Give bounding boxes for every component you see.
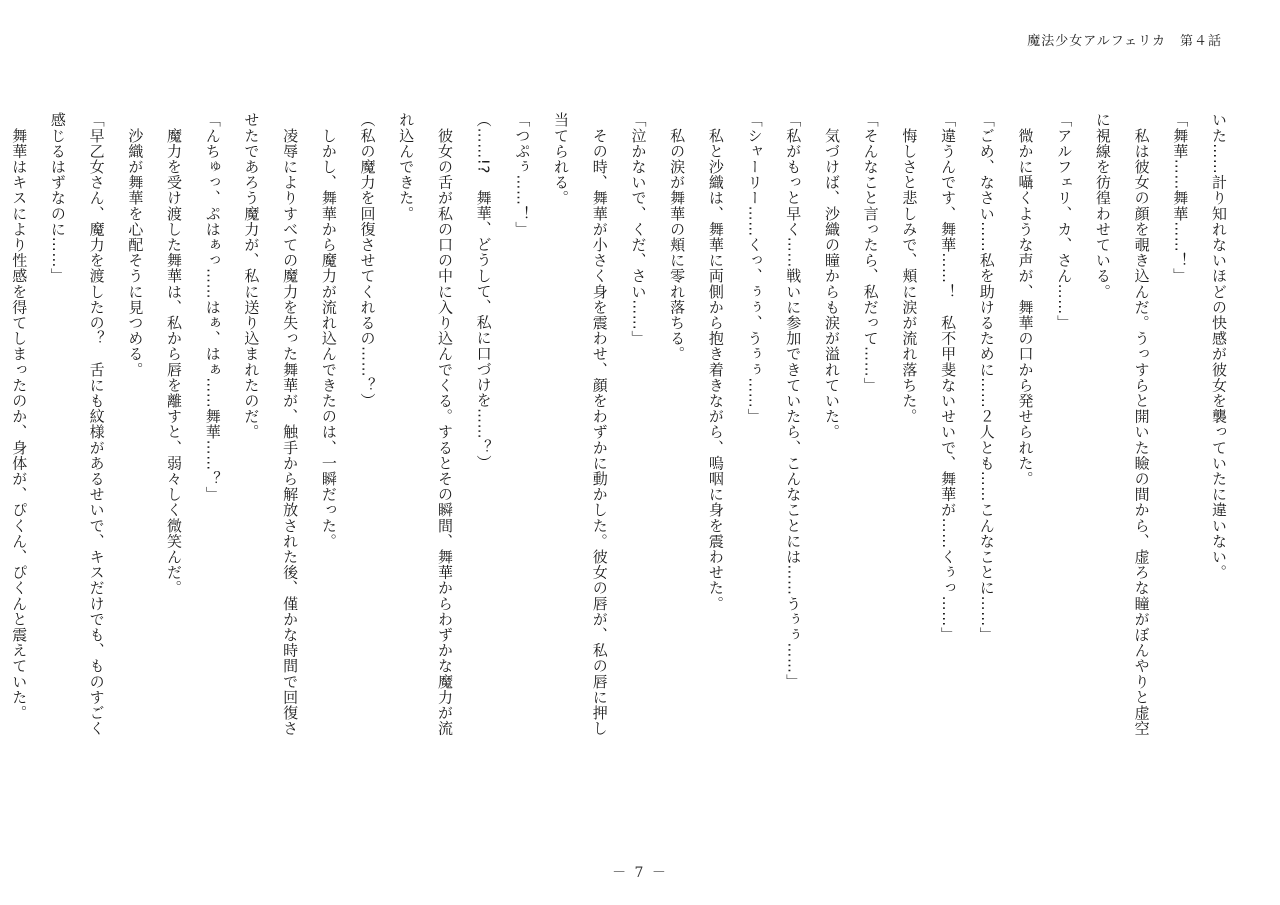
running-header <box>1027 30 1222 49</box>
text-line: 凌辱によりすべての魔力を失った舞華が、触手から解放された後、僅かな時間で回復さ <box>281 112 300 736</box>
text-line: 感じるはずなのに……」 <box>48 112 67 284</box>
text-line: に視線を彷徨わせている。 <box>1093 112 1112 300</box>
text-line: いた……計り知れないほどの快感が彼女を襲っていたに違いない。 <box>1210 112 1228 580</box>
text-line: 悔しさと悲しみで、頬に涙が流れ落ちた。 <box>900 112 919 424</box>
text-line: れ込んできた。 <box>397 112 416 222</box>
text-line: 沙織が舞華を心配そうに見つめる。 <box>126 112 145 378</box>
text-line: 「私がもっと早く……戦いに参加できていたら、こんなことには……うぅぅ……」 <box>784 112 803 690</box>
text-line: 「ごめ、なさい……私を助けるために……２人とも……こんなことに……」 <box>977 112 996 643</box>
text-line: 私と沙織は、舞華に両側から抱き着きながら、嗚咽に身を震わせた。 <box>706 112 725 612</box>
text-line: 気づけば、沙織の瞳からも涙が溢れていた。 <box>822 112 841 440</box>
text-line: 「舞華……舞華……！」 <box>1171 112 1190 284</box>
text-line: 私の涙が舞華の頬に零れ落ちる。 <box>668 112 687 362</box>
vertical-body-text <box>10 112 1238 812</box>
text-line: しかし、舞華から魔力が流れ込んできたのは、一瞬だった。 <box>319 112 338 549</box>
text-line: 舞華はキスにより性感を得てしまったのか、身体が、ぴくん、ぴくんと震えていた。 <box>10 112 29 721</box>
text-line: （……!? 舞華、どうして、私に口づけを……？） <box>474 112 493 471</box>
page-number: － 7 － <box>612 865 668 881</box>
book-title: 魔法少女アルフェリカ <box>1027 34 1166 49</box>
text-line: 魔力を受け渡した舞華は、私から唇を離すと、弱々しく微笑んだ。 <box>165 112 184 596</box>
text-line: せたであろう魔力が、私に送り込まれたのだ。 <box>242 112 261 440</box>
text-line: その時、舞華が小さく身を震わせ、顔をわずかに動かした。彼女の唇が、私の唇に押し <box>590 112 609 736</box>
text-line: 「違うんです、舞華……！ 私不甲斐ないせいで、舞華が……くぅっ……」 <box>939 112 958 643</box>
text-line: 「アルフェリ、カ、さん……」 <box>1055 112 1074 331</box>
text-line: 「つぷぅ……！」 <box>513 112 532 237</box>
text-line: 「んちゅっ、ぷはぁっ……はぁ、はぁ……舞華……？」 <box>203 112 222 502</box>
text-line: 彼女の舌が私の口の中に入り込んでくる。するとその瞬間、舞華からわずかな魔力が流 <box>435 112 454 736</box>
text-line: 「早乙女さん、魔力を渡したの？ 舌にも紋様があるせいで、キスだけでも、ものすごく <box>87 112 106 736</box>
text-line: 「シャーリー……くっ、ぅぅ、うぅぅ……」 <box>745 112 764 424</box>
chapter-label: 第４話 <box>1179 34 1222 49</box>
text-line: 「そんなこと言ったら、私だって……」 <box>861 112 880 393</box>
text-line: 「泣かないで、くだ、さい……」 <box>629 112 648 346</box>
text-line: 微かに囁くような声が、舞華の口から発せられた。 <box>1016 112 1035 487</box>
text-line: 当てられる。 <box>552 112 571 206</box>
text-line: （私の魔力を回復させてくれるの……？） <box>358 112 377 409</box>
text-line: 私は彼女の顔を覗き込んだ。うっすらと開いた瞼の間から、虚ろな瞳がぼんやりと虚空 <box>1132 112 1151 736</box>
